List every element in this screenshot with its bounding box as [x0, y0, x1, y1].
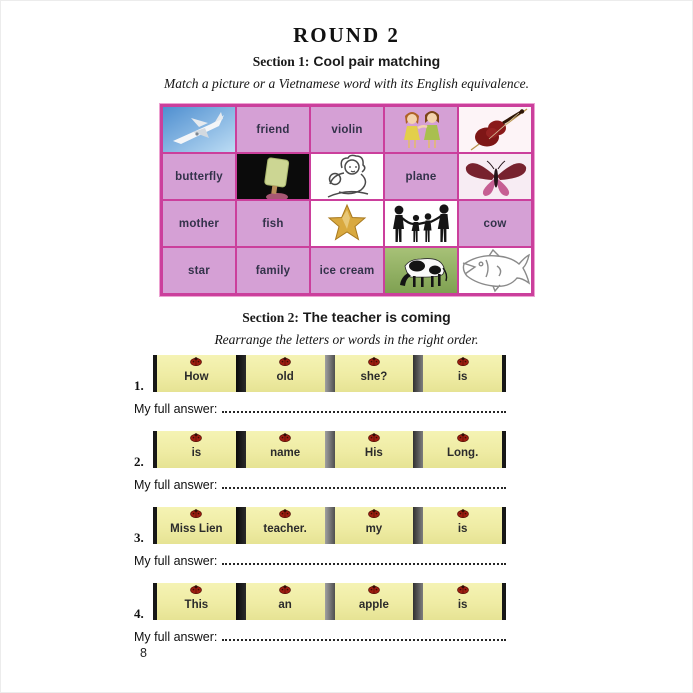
answer-dotted-line	[222, 553, 506, 565]
ladybug-icon	[456, 509, 469, 518]
section2-instruction: Rearrange the letters or words in the right order.	[214, 332, 479, 347]
grid-word-butterfly: butterfly	[163, 154, 235, 199]
ladybug-icon	[456, 585, 469, 594]
card-separator	[413, 507, 423, 544]
section1-instruction: Match a picture or a Vietnamese word with its English equivalence.	[163, 76, 530, 91]
section1-title: Cool pair matching	[313, 53, 441, 69]
card-separator	[236, 355, 246, 392]
word-card	[157, 507, 236, 544]
cow-image	[385, 248, 457, 293]
grid-cell-family-photo	[385, 201, 457, 246]
exercise-number: 1.	[134, 378, 144, 393]
grid-cell-friends-drawing	[385, 107, 457, 152]
section2-title: The teacher is coming	[302, 309, 451, 325]
grid-cell-fish-drawing	[459, 248, 531, 293]
ladybug-icon	[279, 433, 292, 442]
card-word: is	[457, 371, 468, 383]
card-word: name	[270, 447, 301, 459]
card-separator	[325, 355, 335, 392]
grid-word-cow: cow	[459, 201, 531, 246]
card-separator	[325, 507, 335, 544]
word-card-strip	[153, 355, 506, 392]
exercise-number: 2.	[134, 454, 144, 469]
answer-row	[134, 401, 506, 416]
matching-grid	[160, 104, 534, 296]
ladybug-icon	[456, 433, 469, 442]
answer-label: My full answer:	[134, 554, 218, 568]
card-word: is	[191, 447, 202, 459]
card-word: Long.	[446, 447, 479, 459]
butterfly-image	[459, 154, 531, 199]
grid-cell-plane-photo	[163, 107, 235, 152]
answer-dotted-line	[222, 477, 506, 489]
ladybug-icon	[190, 357, 203, 366]
ice-cream-image	[237, 154, 309, 199]
exercise-3	[134, 507, 506, 569]
plane-image	[163, 107, 235, 152]
round-title: ROUND 2	[293, 23, 400, 47]
word-card-strip	[153, 507, 506, 544]
section1-label: Section 1:	[252, 54, 310, 69]
card-separator	[325, 583, 335, 620]
grid-word-star: star	[163, 248, 235, 293]
word-card	[423, 355, 502, 392]
answer-dotted-line	[222, 629, 506, 641]
grid-cell-butterfly-photo	[459, 154, 531, 199]
card-separator	[413, 583, 423, 620]
card-word: His	[364, 447, 383, 459]
ladybug-icon	[456, 357, 469, 366]
word-card	[157, 355, 236, 392]
card-separator	[413, 431, 423, 468]
grid-cell-star-photo	[311, 201, 383, 246]
ladybug-icon	[190, 433, 203, 442]
ladybug-icon	[279, 509, 292, 518]
exercise-1	[134, 355, 506, 417]
card-separator	[325, 431, 335, 468]
friends-image	[385, 107, 457, 152]
ladybug-icon	[279, 585, 292, 594]
word-card	[157, 431, 236, 468]
word-card	[246, 583, 325, 620]
card-word: an	[278, 599, 292, 611]
card-word: This	[184, 599, 209, 611]
card-separator	[236, 431, 246, 468]
card-word: old	[276, 371, 294, 383]
grid-word-plane: plane	[385, 154, 457, 199]
grid-word-family: family	[237, 248, 309, 293]
ladybug-icon	[190, 585, 203, 594]
grid-cell-cow-photo	[385, 248, 457, 293]
word-card	[246, 355, 325, 392]
ladybug-icon	[367, 509, 380, 518]
word-card	[423, 431, 502, 468]
section2-heading	[1, 309, 692, 326]
strip-edge-bar	[502, 583, 506, 620]
fish-image	[459, 248, 531, 293]
card-separator	[236, 583, 246, 620]
answer-label: My full answer:	[134, 402, 218, 416]
word-card	[335, 355, 414, 392]
section2-label: Section 2:	[242, 310, 299, 325]
word-card	[157, 583, 236, 620]
strip-edge-bar	[502, 355, 506, 392]
answer-label: My full answer:	[134, 630, 218, 644]
word-card-strip	[153, 583, 506, 620]
word-card	[423, 583, 502, 620]
strip-edge-bar	[502, 431, 506, 468]
answer-dotted-line	[222, 401, 506, 413]
card-word: Miss Lien	[170, 523, 223, 535]
ladybug-icon	[367, 585, 380, 594]
card-separator	[236, 507, 246, 544]
card-word: apple	[358, 599, 389, 611]
answer-row	[134, 553, 506, 568]
ladybug-icon	[367, 433, 380, 442]
answer-row	[134, 629, 506, 644]
star-image	[311, 201, 383, 246]
card-word: is	[457, 599, 468, 611]
exercise-4	[134, 583, 506, 645]
grid-word-violin: violin	[311, 107, 383, 152]
word-card	[335, 583, 414, 620]
grid-word-mother: mother	[163, 201, 235, 246]
word-card	[335, 431, 414, 468]
ladybug-icon	[367, 357, 380, 366]
answer-row	[134, 477, 506, 492]
grid-cell-mother-drawing	[311, 154, 383, 199]
grid-word-ice-cream: ice cream	[311, 248, 383, 293]
card-word: my	[365, 523, 383, 535]
card-word: teacher.	[263, 523, 307, 535]
card-word: is	[457, 523, 468, 535]
grid-word-friend: friend	[237, 107, 309, 152]
word-card	[246, 431, 325, 468]
grid-cell-violin-photo	[459, 107, 531, 152]
card-separator	[413, 355, 423, 392]
exercise-list	[134, 355, 506, 659]
exercise-number: 3.	[134, 530, 144, 545]
violin-image	[459, 107, 531, 152]
grid-word-fish: fish	[237, 201, 309, 246]
ladybug-icon	[190, 509, 203, 518]
grid-cell-ice-cream-photo	[237, 154, 309, 199]
exercise-number: 4.	[134, 606, 144, 621]
ladybug-icon	[279, 357, 292, 366]
answer-label: My full answer:	[134, 478, 218, 492]
section1-heading	[1, 53, 692, 70]
word-card	[246, 507, 325, 544]
card-word: How	[184, 371, 209, 383]
word-card	[423, 507, 502, 544]
mother-image	[311, 154, 383, 199]
word-card	[335, 507, 414, 544]
page-number: 8	[140, 646, 147, 660]
exercise-2	[134, 431, 506, 493]
family-image	[385, 201, 457, 246]
card-word: she?	[360, 371, 388, 383]
strip-edge-bar	[502, 507, 506, 544]
word-card-strip	[153, 431, 506, 468]
